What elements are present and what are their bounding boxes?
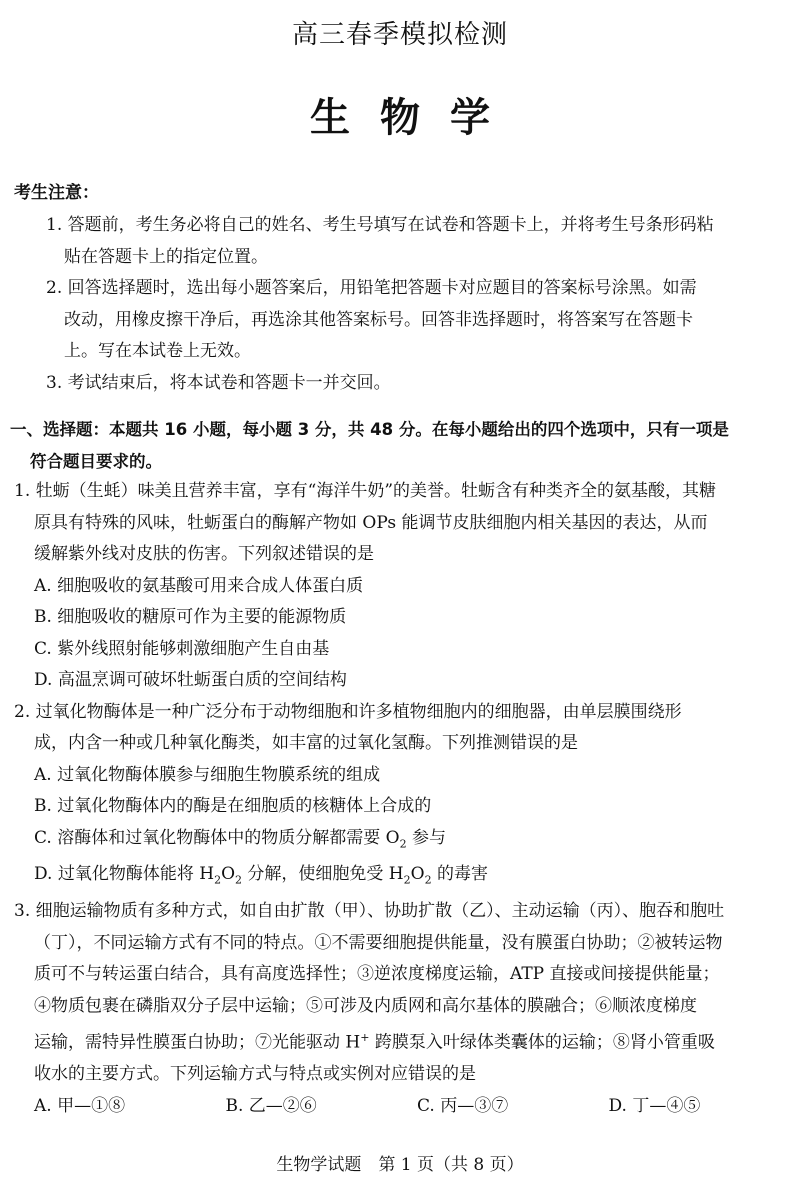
notice-line: 上。写在本试卷上无效。 bbox=[64, 341, 251, 361]
option-a: A. 细胞吸收的氨基酸可用来合成人体蛋白质 bbox=[34, 575, 364, 596]
question-stem-line: 2. 过氧化物酶体是一种广泛分布于动物细胞和许多植物细胞内的细胞器，由单层膜围绕形 bbox=[14, 701, 682, 722]
options-row bbox=[0, 1091, 800, 1123]
option-b: B. 细胞吸收的糖原可作为主要的能源物质 bbox=[34, 607, 347, 627]
notice-line: 2. 回答选择题时，选出每小题答案后，用铅笔把答题卡对应题目的答案标号涂黑。如需 bbox=[46, 278, 697, 298]
question-1 bbox=[0, 476, 800, 697]
notice-line: 改动，用橡皮擦干净后，再选涂其他答案标号。回答非选择题时，将答案写在答题卡 bbox=[64, 309, 693, 330]
section-heading bbox=[0, 414, 800, 477]
option-a: A. 过氧化物酶体膜参与细胞生物膜系统的组成 bbox=[34, 764, 381, 785]
question-2 bbox=[0, 697, 800, 897]
question-stem-line: （丁），不同运输方式有不同的特点。①不需要细胞提供能量，没有膜蛋白协助；②被转运物 bbox=[34, 932, 723, 953]
question-3 bbox=[0, 896, 800, 1122]
notice-line: 3. 考试结束后，将本试卷和答题卡一并交回。 bbox=[46, 372, 391, 393]
notice-line: 贴在答题卡上的指定位置。 bbox=[64, 246, 268, 267]
option-c: C. 丙—③⑦ bbox=[417, 1095, 509, 1116]
subject-title: 生物学 bbox=[310, 94, 520, 141]
section-line: 一、选择题：本题共 16 小题，每小题 3 分，共 48 分。在每小题给出的四个选项中，只有一项是 bbox=[10, 420, 729, 439]
question-stem-line: 缓解紫外线对皮肤的伤害。下列叙述错误的是 bbox=[34, 544, 374, 564]
page-footer: 生物学试题 第 1 页（共 8 页） bbox=[276, 1155, 524, 1175]
question-stem-line: 质可不与转运蛋白结合，具有高度选择性；③逆浓度梯度运输，ATP 直接或间接提供能量； bbox=[34, 964, 720, 985]
option-b: B. 过氧化物酶体内的酶是在细胞质的核糖体上合成的 bbox=[34, 796, 432, 816]
option-b: B. 乙—②⑥ bbox=[225, 1095, 317, 1116]
question-stem-line: 运输，需特异性膜蛋白协助；⑦光能驱动 H+ 跨膜泵入叶绿体类囊体的运输；⑧肾小管重吸 bbox=[34, 1031, 715, 1053]
question-stem-line: 成，内含一种或几种氧化酶类，如丰富的过氧化氢酶。下列推测错误的是 bbox=[34, 733, 578, 753]
notice-heading: 考生注意： bbox=[14, 183, 99, 203]
option-d: D. 过氧化物酶体能将 $H_2O_2$ 分解，使细胞免受 $H_2O_2$ 的毒害 bbox=[34, 864, 488, 887]
option-c: C. 紫外线照射能够刺激细胞产生自由基 bbox=[34, 638, 330, 659]
notice-list bbox=[0, 210, 800, 399]
question-stem-line: 3. 细胞运输物质有多种方式，如自由扩散（甲）、协助扩散（乙）、主动运输（丙）、胞吞和胞吐 bbox=[14, 901, 725, 922]
question-stem-line: ④物质包裹在磷脂双分子层中运输；⑤可涉及内质网和高尔基体的膜融合；⑥顺浓度梯度 bbox=[34, 995, 697, 1016]
option-a: A. 甲—①⑧ bbox=[34, 1095, 126, 1116]
question-stem-line: 原具有特殊的风味，牡蛎蛋白的酶解产物如 OPs 能调节皮肤细胞内相关基因的表达，从而 bbox=[34, 512, 708, 533]
exam-title: 高三春季模拟检测 bbox=[291, 20, 508, 50]
question-stem-line: 收水的主要方式。下列运输方式与特点或实例对应错误的是 bbox=[34, 1064, 476, 1085]
question-list bbox=[0, 476, 800, 1122]
option-d: D. 丁—④⑤ bbox=[608, 1095, 701, 1116]
notice-line: 1. 答题前，考生务必将自己的姓名、考生号填写在试卷和答题卡上，并将考生号条形码粘 bbox=[46, 215, 714, 235]
section-line: 符合题目要求的。 bbox=[30, 451, 162, 471]
option-d: D. 高温烹调可破坏牡蛎蛋白质的空间结构 bbox=[34, 670, 347, 690]
question-stem-line: 1. 牡蛎（生蚝）味美且营养丰富，享有“海洋牛奶”的美誉。牡蛎含有种类齐全的氨基酸，其糖 bbox=[14, 481, 717, 501]
option-c: C. 溶酶体和过氧化物酶体中的物质分解都需要 $O_2$ 参与 bbox=[34, 827, 446, 850]
